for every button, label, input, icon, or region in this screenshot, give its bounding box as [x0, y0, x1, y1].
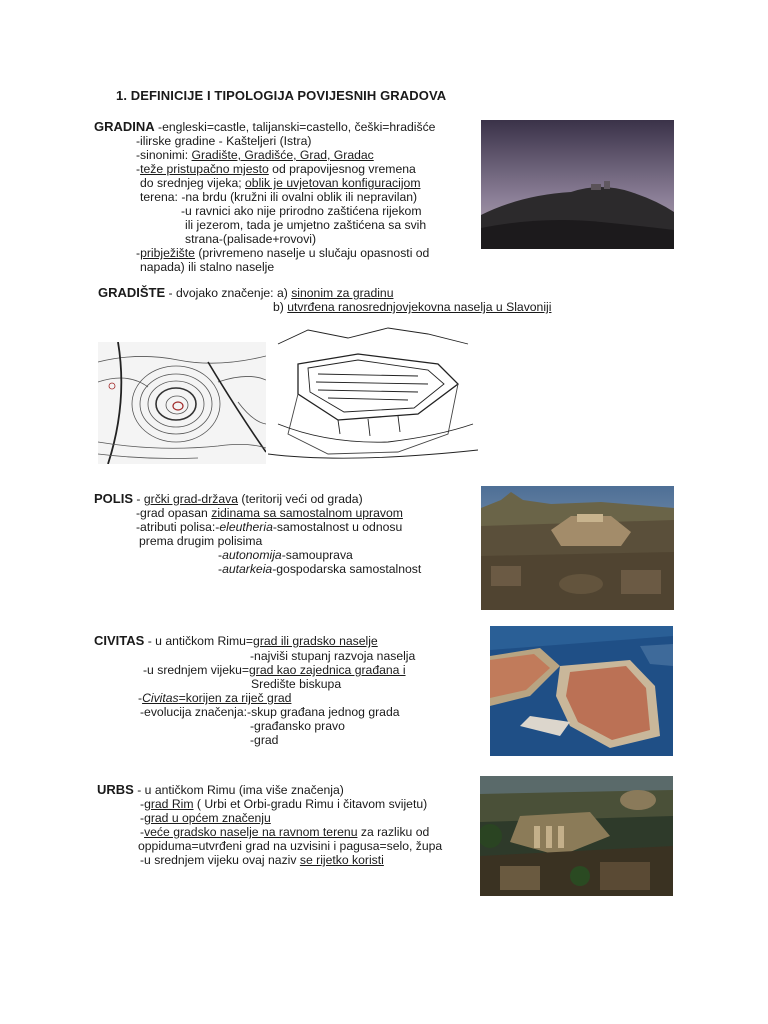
roman-forum-photo	[480, 776, 673, 896]
civitas-line-6: -evolucija značenja:-skup građana jednog grada	[140, 705, 400, 719]
urbs-line-3	[140, 811, 271, 825]
gradina-l5a: do srednjeg vijeka;	[140, 176, 246, 190]
polis-line-5	[218, 548, 353, 562]
gradina-l10b: pribježište	[140, 246, 195, 260]
gradina-line-2: -ilirske gradine - Kašteljeri (Istra)	[136, 134, 312, 148]
civitas-l5c: =korijen za riječ grad	[178, 691, 292, 705]
polis-l3b: eleutheria	[219, 520, 273, 534]
gradina-l1-text: -engleski=castle, talijanski=castello, češki=hradišće	[154, 120, 436, 134]
gradiste-line-1	[98, 286, 393, 300]
urbs-l2a: -	[140, 797, 145, 811]
gradina-l10a: -	[136, 246, 141, 260]
urbs-l6b: se rijetko koristi	[299, 853, 384, 867]
urbs-l4a: -	[140, 825, 145, 839]
gradina-l4a: -	[136, 162, 141, 176]
gradiste-l2b: utvrđena ranosrednjovjekovna naselja u Slavoniji	[287, 300, 552, 314]
contour-map-image	[98, 342, 266, 464]
urbs-l2b: grad Rim	[144, 797, 194, 811]
gradina-line-8: ili jezerom, tada je umjetno zaštićena sa svih	[185, 218, 427, 232]
gradina-line-1	[94, 120, 435, 134]
gradiste-line-2	[273, 300, 551, 314]
page-heading: 1. DEFINICIJE I TIPOLOGIJA POVIJESNIH GRADOVA	[116, 88, 447, 103]
polis-line-6	[218, 562, 421, 576]
polis-l1c: (teritorij veći od grada)	[238, 492, 363, 506]
polis-line-2	[136, 506, 403, 520]
gradiste-l2a: b)	[273, 300, 288, 314]
polis-line-4: prema drugim polisima	[139, 534, 263, 548]
term-civitas: CIVITAS	[94, 633, 145, 648]
civitas-l1b: grad ili gradsko naselje	[253, 634, 378, 648]
polis-l2a: -grad opasan	[136, 506, 212, 520]
gradiste-l1b: sinonim za gradinu	[291, 286, 394, 300]
civitas-l3a: -u srednjem vijeku=	[143, 663, 250, 677]
civitas-line-5	[138, 691, 291, 705]
polis-l3c: -samostalnost u odnosu	[272, 520, 403, 534]
fortification-sketch-image	[268, 324, 478, 464]
civitas-line-2: -najviši stupanj razvoja naselja	[250, 649, 416, 663]
gradina-l4b: teže pristupačno mjesto	[140, 162, 269, 176]
polis-l5a: -	[218, 548, 223, 562]
polis-l5c: -samouprava	[281, 548, 353, 562]
gradina-line-11: napada) ili stalno naselje	[140, 260, 275, 274]
urbs-l4c: za razliku od	[357, 825, 430, 839]
gradina-l5b: oblik je uvjetovan konfiguracijom	[245, 176, 421, 190]
term-gradina: GRADINA	[94, 119, 155, 134]
polis-l6c: -gospodarska samostalnost	[272, 562, 422, 576]
gradiste-l1a: - dvojako značenje: a)	[165, 286, 292, 300]
polis-line-1	[94, 492, 363, 506]
gradina-synonyms: Gradište, Gradišće, Grad, Gradac	[191, 148, 374, 162]
term-polis: POLIS	[94, 491, 134, 506]
polis-l2b: zidinama sa samostalnom upravom	[211, 506, 403, 520]
gradina-line-7: -u ravnici ako nije prirodno zaštićena rijekom	[181, 204, 422, 218]
urbs-l4b: veće gradsko naselje na ravnom terenu	[144, 825, 358, 839]
urbs-line-4	[140, 825, 429, 839]
polis-l5b: autonomija	[222, 548, 282, 562]
polis-line-3	[136, 520, 402, 534]
civitas-line-8: -grad	[250, 733, 279, 747]
urbs-l6a: -u srednjem vijeku ovaj naziv	[140, 853, 300, 867]
civitas-line-7: -građansko pravo	[250, 719, 345, 733]
acropolis-photo	[481, 486, 674, 610]
gradina-line-10	[136, 246, 429, 260]
civitas-l5a: -	[138, 691, 143, 705]
term-gradiste: GRADIŠTE	[98, 285, 166, 300]
urbs-line-1	[97, 783, 344, 797]
gradina-line-9: strana-(palisade+rovovi)	[185, 232, 317, 246]
polis-l6a: -	[218, 562, 223, 576]
polis-l1b: grčki grad-država	[143, 492, 239, 506]
civitas-line-4: Središte biskupa	[251, 677, 342, 691]
gradina-l3a: -sinonimi:	[136, 148, 192, 162]
polis-l3a: -atributi polisa:-	[136, 520, 220, 534]
polis-l6b: autarkeia	[222, 562, 273, 576]
urbs-line-2	[140, 797, 427, 811]
urbs-l3b: grad u općem značenju	[144, 811, 271, 825]
gradina-hill-photo	[481, 120, 674, 249]
gradina-line-3	[136, 148, 374, 162]
urbs-line-6	[140, 853, 384, 867]
gradina-line-5	[140, 176, 420, 190]
civitas-line-3	[143, 663, 406, 677]
gradina-line-4	[136, 162, 416, 176]
urbs-l3a: -	[140, 811, 145, 825]
civitas-l5b: Civitas	[142, 691, 179, 705]
peninsula-city-photo	[490, 626, 673, 756]
gradina-l4c: od prapovijesnog vremena	[268, 162, 416, 176]
polis-l1a: -	[133, 492, 144, 506]
urbs-l2c: ( Urbi et Orbi-gradu Rimu i čitavom svijetu)	[193, 797, 428, 811]
urbs-l1: - u antičkom Rimu (ima više značenja)	[133, 783, 344, 797]
civitas-line-1	[94, 634, 378, 648]
urbs-line-5: oppiduma=utvrđeni grad na uzvisini i pagusa=selo, župa	[138, 839, 443, 853]
civitas-l3b: grad kao zajednica građana i	[249, 663, 406, 677]
term-urbs: URBS	[97, 782, 134, 797]
civitas-l1a: - u antičkom Rimu=	[144, 634, 254, 648]
gradina-l10c: (privremeno naselje u slučaju opasnosti od	[194, 246, 430, 260]
gradina-line-6: terena: -na brdu (kružni ili ovalni oblik ili nepravilan)	[140, 190, 418, 204]
